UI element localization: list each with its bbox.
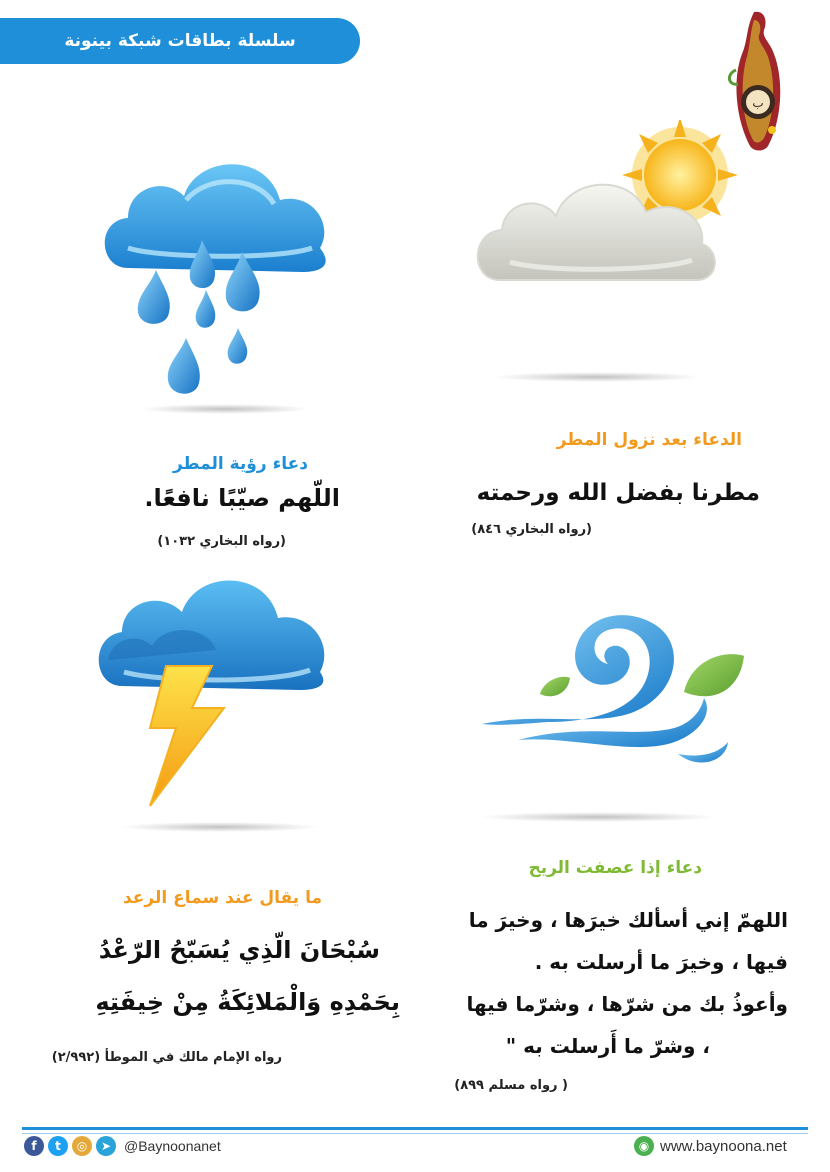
thunder-cloud-icon <box>94 568 334 808</box>
seeing-rain-text: اللّهم صيّبًا نافعًا. <box>144 484 340 512</box>
thunder-title: ما يقال عند سماع الرعد <box>122 888 322 908</box>
website-link[interactable] <box>634 1136 787 1156</box>
seeing-rain-ref: (رواه البخاري ١٠٣٢) <box>157 534 286 549</box>
twitter-icon[interactable]: t <box>48 1136 68 1156</box>
svg-text:ب: ب <box>752 96 764 110</box>
instagram-icon[interactable]: ◎ <box>72 1136 92 1156</box>
wind-line-4: ، وشرّ ما أَرسلت به " <box>505 1034 710 1058</box>
social-links <box>24 1136 221 1156</box>
after-rain-title: الدعاء بعد نزول المطر <box>556 430 742 450</box>
rain-cloud-icon <box>98 148 328 398</box>
globe-icon: ◉ <box>634 1136 654 1156</box>
wind-icon <box>478 594 758 784</box>
after-rain-text: مطرنا بفضل الله ورحمته <box>476 480 760 506</box>
thunder-ref: رواه الإمام مالك في الموطأ (٢/٩٩٢) <box>51 1050 282 1065</box>
rain-cloud-shadow <box>140 404 310 414</box>
telegram-icon[interactable]: ➤ <box>96 1136 116 1156</box>
footer-divider-thin <box>22 1133 808 1134</box>
thunder-line-2: بِحَمْدِهِ وَالْمَلائِكَةُ مِنْ خِيفَتِهِ <box>95 988 400 1016</box>
wind-shadow <box>478 812 718 822</box>
seeing-rain-title: دعاء رؤية المطر <box>172 454 308 474</box>
after-rain-ref: (رواه البخاري ٨٤٦) <box>471 522 592 537</box>
wind-line-3: وأعوذُ بك من شرّها ، وشرّما فيها <box>466 992 788 1016</box>
cloud-sun-icon <box>470 120 740 300</box>
website-url[interactable]: www.baynoona.net <box>660 1137 787 1155</box>
thunder-cloud-shadow <box>120 822 320 832</box>
footer-divider <box>22 1127 808 1130</box>
cloud-sun-shadow <box>492 372 702 382</box>
series-banner <box>0 18 360 64</box>
wind-ref: ( رواه مسلم ٨٩٩) <box>454 1078 568 1093</box>
thunder-line-1: سُبْحَانَ الّذِي يُسَبّحُ الرّعْدُ <box>98 936 380 964</box>
wind-line-2: فيها ، وخيرَ ما أرسلت به . <box>534 950 788 974</box>
social-handle[interactable]: @Baynoonanet <box>124 1138 221 1154</box>
wind-title: دعاء إذا عصفت الريح <box>528 858 702 878</box>
wind-line-1: اللهمّ إني أسألك خيرَها ، وخيرَ ما <box>468 908 788 932</box>
banner-text: سلسلة بطاقات شبكة بينونة <box>64 31 296 51</box>
facebook-icon[interactable]: f <box>24 1136 44 1156</box>
